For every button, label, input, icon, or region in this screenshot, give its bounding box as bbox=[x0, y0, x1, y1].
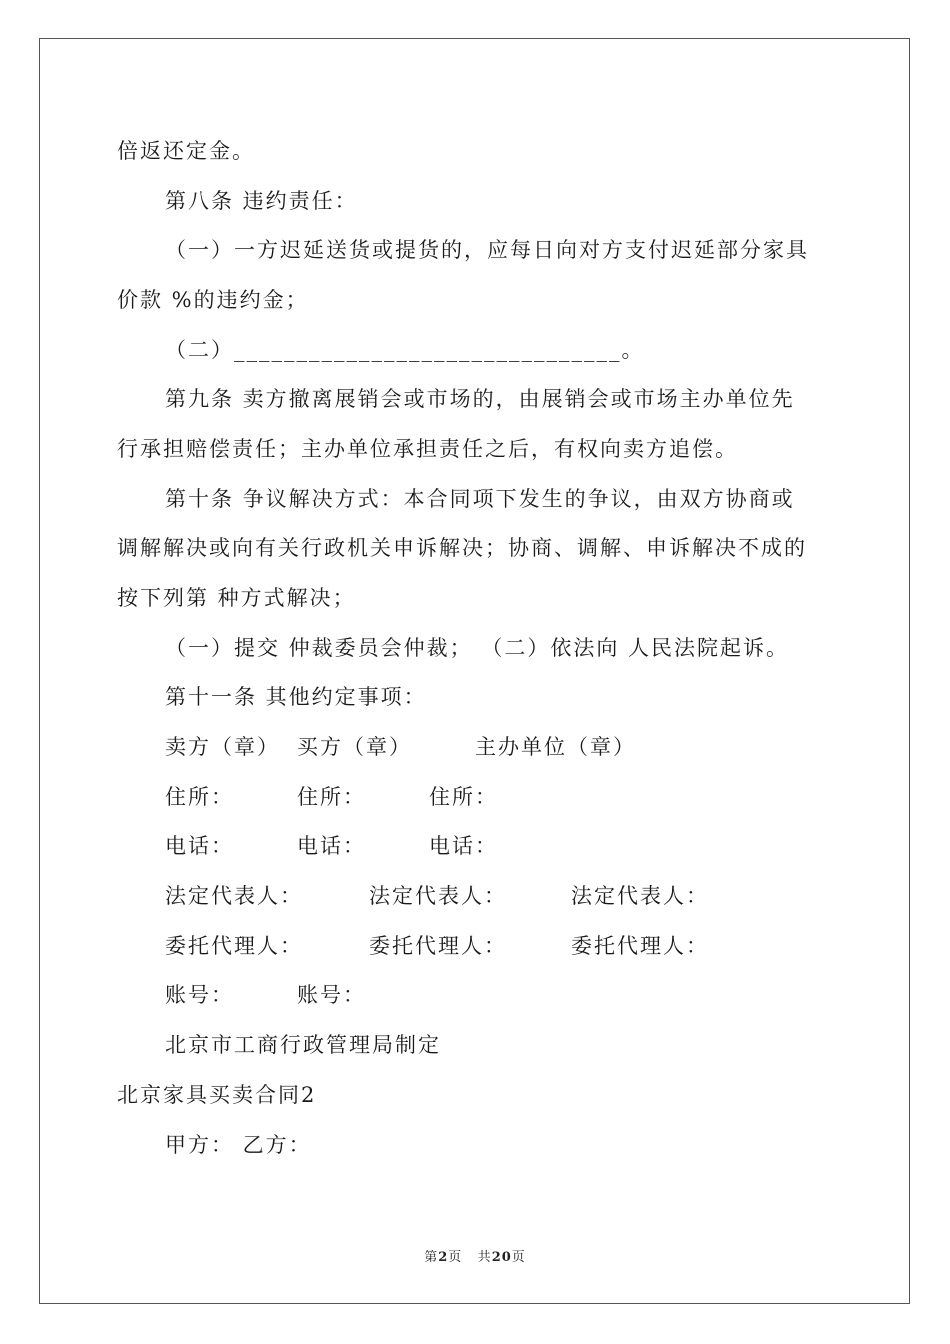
organizer-seal-label: 主办单位（章） bbox=[475, 735, 636, 759]
parties-line: 甲方： 乙方： bbox=[165, 1133, 312, 1157]
organizer-agent-label: 委托代理人： bbox=[571, 934, 709, 958]
page-suffix: 页 bbox=[448, 1250, 463, 1265]
page-number: 2 bbox=[438, 1250, 449, 1265]
issuer-line: 北京市工商行政管理局制定 bbox=[165, 1033, 441, 1057]
buyer-address-label: 住所： bbox=[297, 785, 366, 809]
paragraph-line: （一）提交 仲裁委员会仲裁； （二）依法向 人民法院起诉。 bbox=[165, 636, 790, 660]
page-footer bbox=[0, 1246, 950, 1265]
legal-rep-row bbox=[165, 881, 865, 911]
agent-row bbox=[165, 931, 865, 961]
article-8-heading: 第八条 违约责任： bbox=[165, 189, 358, 213]
address-row bbox=[165, 782, 865, 812]
total-prefix: 共 bbox=[477, 1250, 492, 1265]
article-9-text: 第九条 卖方撤离展销会或市场的，由展销会或市场主办单位先 bbox=[165, 387, 795, 411]
paragraph-line: 按下列第 种方式解决； bbox=[117, 586, 356, 610]
signature-row bbox=[165, 732, 865, 762]
paragraph-line: 调解解决或向有关行政机关申诉解决；协商、调解、申诉解决不成的 bbox=[117, 536, 807, 560]
buyer-account-label: 账号： bbox=[297, 983, 366, 1007]
buyer-seal-label: 买方（章） bbox=[297, 735, 412, 759]
seller-seal-label: 卖方（章） bbox=[165, 735, 280, 759]
total-suffix: 页 bbox=[511, 1250, 526, 1265]
phone-row bbox=[165, 831, 865, 861]
account-row bbox=[165, 980, 865, 1010]
seller-address-label: 住所： bbox=[165, 785, 234, 809]
organizer-address-label: 住所： bbox=[429, 785, 498, 809]
paragraph-line: 价款 %的违约金； bbox=[117, 288, 309, 312]
organizer-rep-label: 法定代表人： bbox=[571, 884, 709, 908]
organizer-phone-label: 电话： bbox=[429, 834, 498, 858]
page-border bbox=[39, 38, 910, 1304]
seller-agent-label: 委托代理人： bbox=[165, 934, 303, 958]
seller-phone-label: 电话： bbox=[165, 834, 234, 858]
buyer-agent-label: 委托代理人： bbox=[369, 934, 507, 958]
total-pages: 20 bbox=[491, 1250, 512, 1265]
buyer-rep-label: 法定代表人： bbox=[369, 884, 507, 908]
paragraph-line: （一）一方迟延送货或提货的，应每日向对方支付迟延部分家具 bbox=[165, 238, 809, 262]
paragraph-line: 倍返还定金。 bbox=[117, 139, 255, 163]
paragraph-line: 行承担赔偿责任；主办单位承担责任之后，有权向卖方追偿。 bbox=[117, 437, 738, 461]
page-prefix: 第 bbox=[424, 1250, 439, 1265]
article-10-text: 第十条 争议解决方式：本合同项下发生的争议，由双方协商或 bbox=[165, 487, 795, 511]
buyer-phone-label: 电话： bbox=[297, 834, 366, 858]
seller-rep-label: 法定代表人： bbox=[165, 884, 303, 908]
contract-2-title: 北京家具买卖合同2 bbox=[117, 1083, 317, 1107]
paragraph-line: （二）_______________________________。 bbox=[165, 338, 645, 362]
seller-account-label: 账号： bbox=[165, 983, 234, 1007]
article-11-heading: 第十一条 其他约定事项： bbox=[165, 685, 427, 709]
